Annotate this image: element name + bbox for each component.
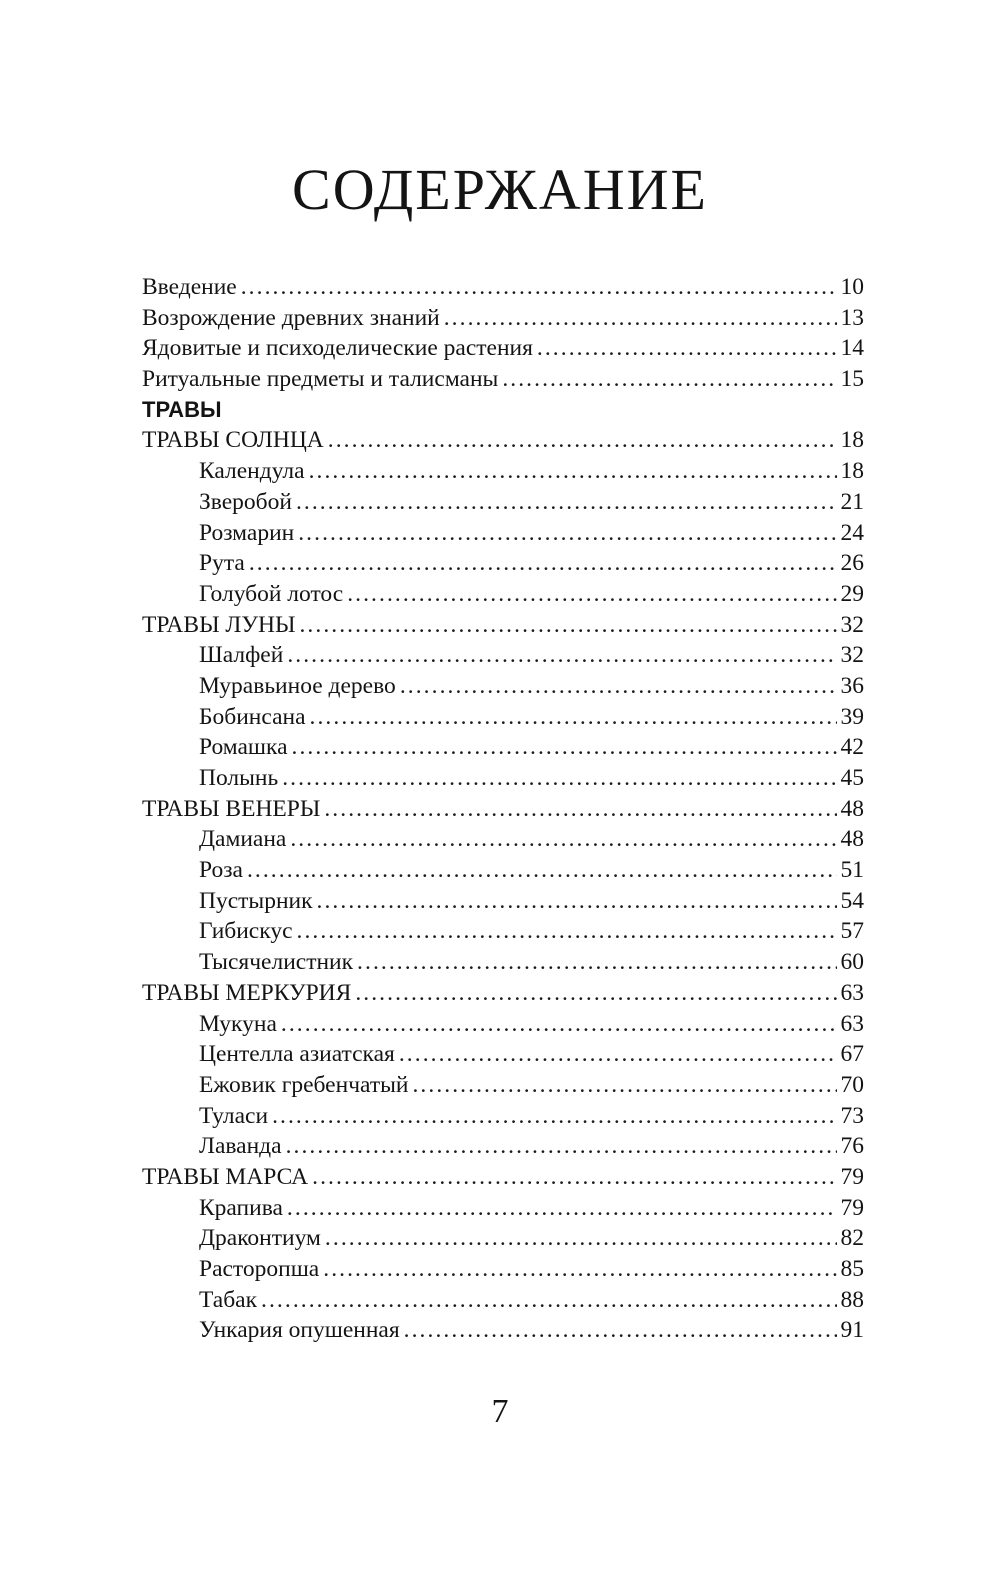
toc-entry-page: 88: [840, 1286, 864, 1313]
toc-entry: [142, 855, 864, 886]
toc-entry-page: 42: [840, 734, 864, 761]
toc-entry-page: 57: [840, 918, 864, 945]
dot-leader: [282, 763, 836, 794]
toc-entry: [142, 548, 864, 579]
dot-leader: [241, 272, 837, 303]
toc-entry: [142, 1285, 864, 1316]
toc-entry-title: Драконтиум: [199, 1225, 321, 1252]
toc-entry-title: Ритуальные предметы и талисманы: [142, 366, 499, 393]
toc-entry: [142, 487, 864, 518]
toc-entry-title: Рута: [199, 550, 245, 577]
toc-entry-title: ТРАВЫ ЛУНЫ: [142, 611, 296, 638]
dot-leader: [399, 1039, 837, 1070]
dot-leader: [261, 1285, 836, 1316]
toc-entry: [142, 1315, 864, 1346]
toc-entry-title: Бобинсана: [199, 703, 306, 730]
toc-entry: [142, 702, 864, 733]
toc-entry-title: Пустырник: [199, 887, 313, 914]
toc-entry: [142, 364, 864, 395]
page-number: 7: [491, 1393, 509, 1430]
toc-entry-page: 18: [840, 458, 864, 485]
toc-entry-title: Розмарин: [199, 519, 295, 546]
dot-leader: [310, 702, 837, 733]
table-of-contents: [142, 272, 864, 1346]
dot-leader: [323, 1254, 836, 1285]
toc-entry-page: 48: [840, 795, 864, 822]
toc-entry: [142, 1223, 864, 1254]
dot-leader: [412, 1070, 836, 1101]
toc-entry: [142, 732, 864, 763]
toc-entry-page: 32: [840, 611, 864, 638]
dot-leader: [299, 610, 836, 641]
toc-entry: [142, 1009, 864, 1040]
toc-entry-title: Ункария опушенная: [199, 1317, 400, 1344]
dot-leader: [312, 1162, 836, 1193]
dot-leader: [296, 487, 837, 518]
toc-entry: [142, 1070, 864, 1101]
dot-leader: [287, 640, 836, 671]
toc-entry-title: ТРАВЫ СОЛНЦА: [142, 427, 324, 454]
toc-entry-page: 60: [840, 949, 864, 976]
toc-entry-page: 10: [840, 274, 864, 300]
toc-entry: [142, 518, 864, 549]
toc-entry: [142, 303, 864, 334]
toc-entry: [142, 947, 864, 978]
dot-leader: [298, 518, 836, 549]
toc-entry-title: Крапива: [199, 1194, 283, 1221]
toc-entry-page: 73: [840, 1102, 864, 1129]
toc-entry-title: Голубой лотос: [199, 580, 344, 607]
toc-entry-title: Роза: [199, 857, 243, 884]
toc-entry-title: Мукуна: [199, 1010, 277, 1037]
dot-leader: [324, 794, 836, 825]
toc-entry-page: 82: [840, 1225, 864, 1252]
toc-entry-page: 48: [840, 826, 864, 853]
toc-entry-page: 39: [840, 703, 864, 730]
dot-leader: [444, 303, 837, 334]
toc-entry-page: 29: [840, 580, 864, 607]
toc-entry-page: 79: [840, 1163, 864, 1190]
dot-leader: [355, 978, 836, 1009]
toc-entry: [142, 333, 864, 364]
toc-entry-title: Календула: [199, 458, 305, 485]
dot-leader: [247, 855, 837, 886]
dot-leader: [317, 886, 837, 917]
dot-leader: [400, 671, 837, 702]
toc-entry: [142, 763, 864, 794]
toc-section-heading: [142, 395, 864, 426]
toc-entry-title: Табак: [199, 1286, 258, 1313]
dot-leader: [309, 456, 837, 487]
dot-leader: [281, 1009, 837, 1040]
dot-leader: [297, 916, 837, 947]
dot-leader: [502, 364, 836, 395]
toc-entry: [142, 1131, 864, 1162]
dot-leader: [325, 1223, 837, 1254]
toc-entry: [142, 425, 864, 456]
toc-entry-title: Муравьиное дерево: [199, 672, 396, 699]
toc-entry-title: ТРАВЫ МАРСА: [142, 1163, 309, 1190]
toc-entry-page: 36: [840, 672, 864, 699]
toc-entry-page: 24: [840, 519, 864, 546]
toc-entry-page: 54: [840, 887, 864, 914]
toc-entry-title: Ядовитые и психоделические растения: [142, 335, 533, 362]
toc-entry-title: Ромашка: [199, 734, 288, 761]
toc-entry-title: Полынь: [199, 765, 279, 791]
toc-entry-title: Дамиана: [199, 826, 287, 853]
toc-entry-title: Расторопша: [199, 1256, 320, 1282]
toc-entry-title: Тысячелистник: [199, 949, 354, 976]
toc-entry-page: 45: [840, 765, 864, 791]
toc-entry-page: 63: [840, 979, 864, 1006]
toc-entry-title: ТРАВЫ ВЕНЕРЫ: [142, 795, 321, 822]
dot-leader: [249, 548, 837, 579]
toc-entry: [142, 978, 864, 1009]
toc-entry-title: Центелла азиатская: [199, 1041, 395, 1068]
toc-entry-title: Гибискус: [199, 918, 293, 945]
toc-entry-page: 13: [840, 304, 864, 331]
toc-entry: [142, 1254, 864, 1285]
toc-entry-title: Ежовик гребенчатый: [199, 1071, 409, 1098]
toc-entry: [142, 610, 864, 641]
toc-entry: [142, 824, 864, 855]
toc-entry-title: Возрождение древних знаний: [142, 304, 440, 331]
dot-leader: [272, 1101, 836, 1132]
toc-entry-page: 14: [840, 335, 864, 362]
toc-entry: [142, 794, 864, 825]
toc-entry-page: 21: [840, 488, 864, 515]
toc-entry-page: 91: [840, 1317, 864, 1344]
toc-entry: [142, 1162, 864, 1193]
dot-leader: [287, 1193, 837, 1224]
toc-entry-title: Зверобой: [199, 488, 292, 515]
dot-leader: [290, 824, 836, 855]
toc-entry-title: Туласи: [199, 1102, 269, 1129]
toc-entry: [142, 579, 864, 610]
dot-leader: [286, 1131, 837, 1162]
toc-entry: [142, 671, 864, 702]
dot-leader: [347, 579, 836, 610]
toc-entry: [142, 1101, 864, 1132]
toc-entry-page: 76: [840, 1133, 864, 1160]
toc-entry-page: 79: [840, 1194, 864, 1221]
toc-entry-title: Шалфей: [199, 642, 284, 669]
toc-entry-page: 51: [840, 857, 864, 884]
dot-leader: [328, 425, 837, 456]
page-title: СОДЕРЖАНИЕ: [292, 157, 708, 222]
toc-entry-page: 15: [840, 366, 864, 393]
toc-entry: [142, 916, 864, 947]
toc-entry-page: 70: [840, 1071, 864, 1098]
toc-entry-page: 85: [840, 1256, 864, 1282]
toc-entry: [142, 640, 864, 671]
toc-entry-title: Лаванда: [199, 1133, 282, 1160]
toc-entry-title: ТРАВЫ МЕРКУРИЯ: [142, 979, 352, 1006]
toc-entry-page: 63: [840, 1010, 864, 1037]
toc-entry-title: Введение: [142, 274, 237, 300]
dot-leader: [292, 732, 837, 763]
toc-entry-page: 32: [840, 642, 864, 669]
toc-entry: [142, 1039, 864, 1070]
toc-entry-page: 18: [840, 427, 864, 454]
toc-entry-title: ТРАВЫ: [142, 396, 222, 422]
dot-leader: [404, 1315, 837, 1346]
toc-entry: [142, 1193, 864, 1224]
toc-entry: [142, 272, 864, 303]
toc-entry-page: 67: [840, 1041, 864, 1068]
toc-entry: [142, 456, 864, 487]
toc-entry-page: 26: [840, 550, 864, 577]
dot-leader: [357, 947, 836, 978]
toc-entry: [142, 886, 864, 917]
dot-leader: [537, 333, 837, 364]
